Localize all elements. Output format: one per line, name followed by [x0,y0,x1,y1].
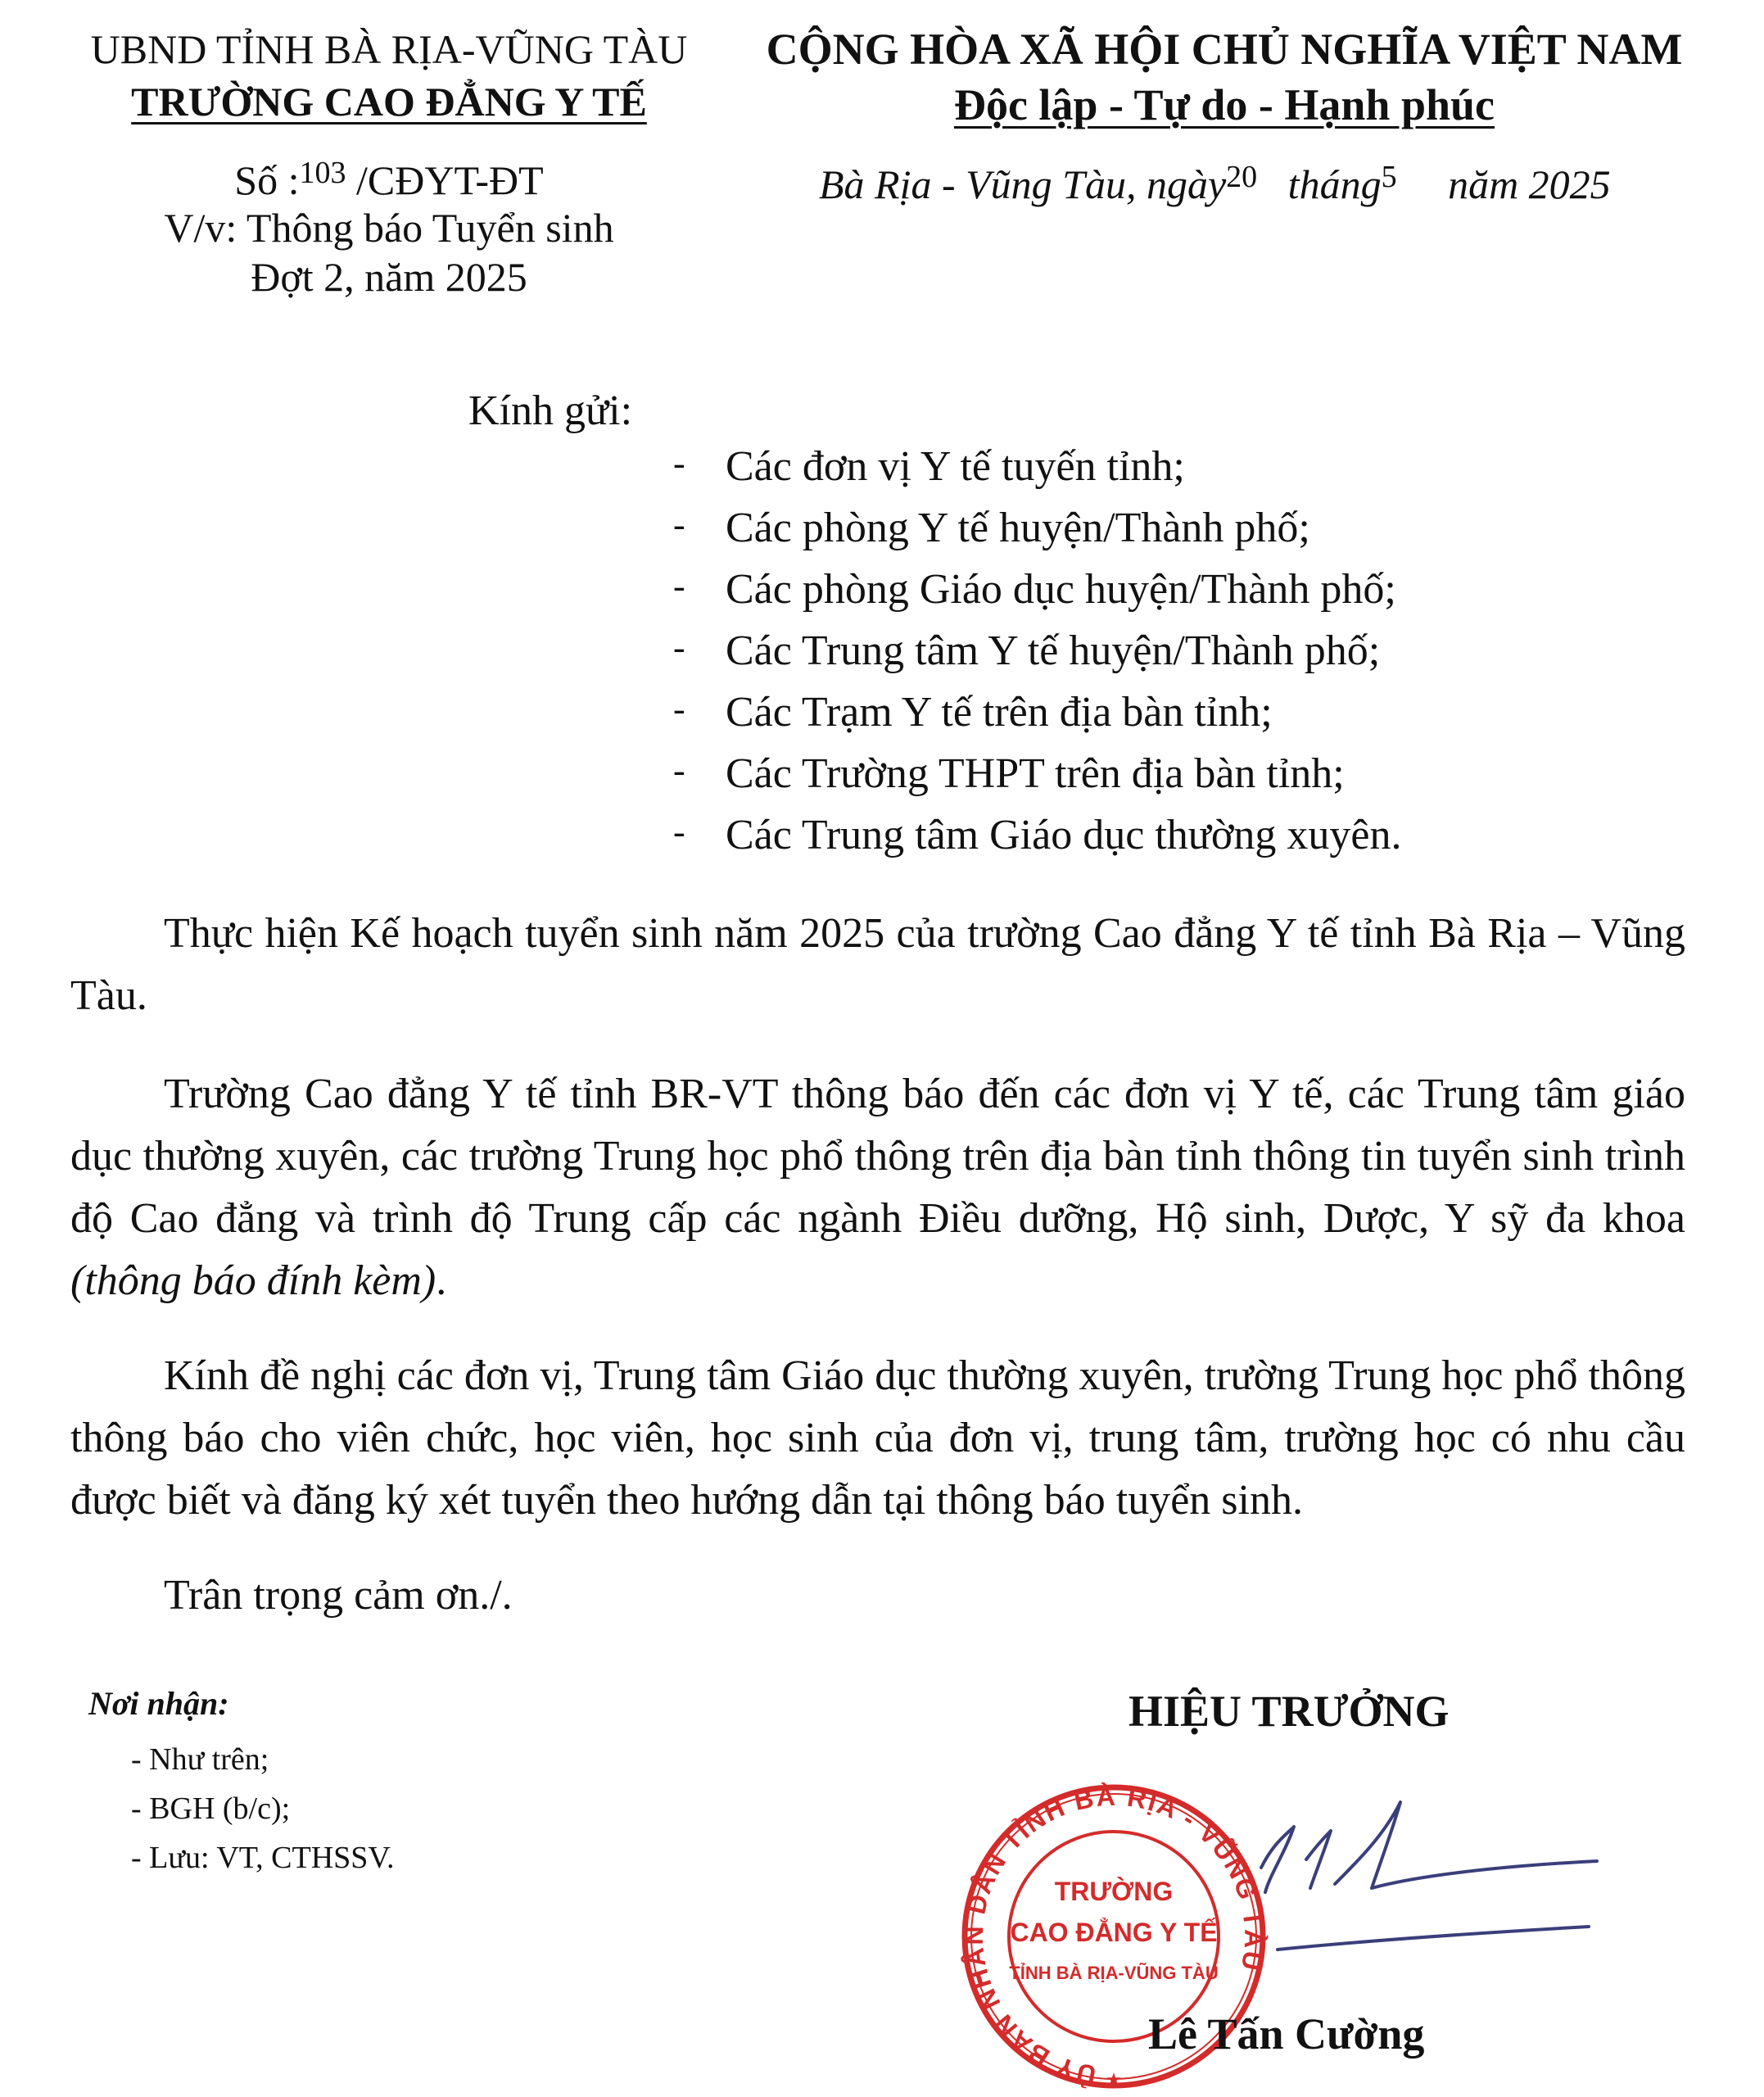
paragraph-2-attachment-note: (thông báo đính kèm) [70,1257,436,1304]
place-date-prefix: Bà Rịa - Vũng Tàu, ngày [819,161,1227,207]
recipient-dash: - [673,443,685,483]
salutation: Kính gửi: [468,387,633,434]
recipient-item: Các phòng Y tế huyện/Thành phố; [726,505,1310,551]
national-motto-text: Độc lập - Tự do - Hạnh phúc [953,80,1495,129]
closing-line: Trân trọng cảm ơn./. [164,1572,513,1619]
org-name [33,77,745,126]
recipient-item: Các phòng Giáo dục huyện/Thành phố; [726,566,1396,613]
doc-number-value: 103 [299,156,346,190]
paragraph-2-end: . [436,1257,447,1304]
paragraph-2 [70,1063,1685,1312]
handwritten-signature [1228,1786,1622,1974]
stamp-line-2: CAO ĐẲNG Y TẾ [1010,1918,1218,1947]
recipient-dash: - [673,689,685,729]
recipient-dash: - [673,505,685,545]
paragraph-3: Kính đề nghị các đơn vị, Trung tâm Giáo dục thường xuyên, trường Trung học phổ thông thông báo cho viên chức, học viên, học sinh của đơn vị, trung tâm, trường học có nhu cầu được biết và đăng ký xét tuyển theo hướng dẫn tại thông báo tuyển sinh. [70,1352,1685,1524]
cc-item: - BGH (b/c); [131,1791,291,1826]
signer-name: Lê Tấn Cường [1148,2009,1425,2059]
date-month-label: tháng [1287,161,1382,207]
recipient-item: Các Trung tâm Giáo dục thường xuyên. [726,812,1402,858]
recipient-item: Các Trạm Y tế trên địa bàn tỉnh; [726,689,1273,736]
subject-line-2: Đợt 2, năm 2025 [251,254,527,300]
subject-line-1: V/v: Thông báo Tuyển sinh [164,205,614,251]
date-year: năm 2025 [1448,161,1611,207]
national-title: CỘNG HÒA XÃ HỘI CHỦ NGHĨA VIỆT NAM [766,25,1683,74]
national-motto [704,79,1744,132]
paragraph-2-main: Trường Cao đẳng Y tế tỉnh BR-VT thông báo đến các đơn vị Y tế, các Trung tâm giáo dục thường xuyên, các trường Trung học phổ thông trên địa bàn tỉnh thông tin tuyển sinh trình độ Cao đẳng và trình độ Trung cấp các ngành Điều dưỡng, Hộ sinh, Dược, Y sỹ đa khoa [70,1071,1685,1242]
signer-title: HIỆU TRƯỞNG [1129,1687,1450,1736]
place-date [819,161,1611,208]
paragraph-1: Thực hiện Kế hoạch tuyển sinh năm 2025 của trường Cao đẳng Y tế tỉnh Bà Rịa – Vũng Tàu. [70,910,1685,1019]
recipient-item: Các Trung tâm Y tế huyện/Thành phố; [726,627,1381,674]
stamp-star-icon: ★ [1106,2069,1122,2090]
recipient-dash: - [673,566,685,606]
date-month: 5 [1381,160,1397,194]
cc-item: - Lưu: VT, CTHSSV. [131,1841,395,1875]
cc-title: Nơi nhận: [88,1685,229,1722]
recipient-item: Các đơn vị Y tế tuyến tỉnh; [726,443,1185,490]
recipient-dash: - [673,812,685,852]
recipient-item: Các Trường THPT trên địa bàn tỉnh; [726,750,1345,797]
stamp-ring-text: ỦY BAN NHÂN DÂN TỈNH BÀ RỊA - VŨNG TÀU [958,1781,1269,2090]
doc-number [33,156,745,205]
org-parent: UBND TỈNH BÀ RỊA-VŨNG TÀU [90,26,688,72]
stamp-line-3: TỈNH BÀ RỊA-VŨNG TÀU [1009,1963,1219,1983]
recipient-dash: - [673,627,685,668]
doc-number-suffix: /CĐYT-ĐT [355,157,544,203]
recipient-dash: - [673,750,685,790]
date-day: 20 [1226,160,1258,194]
org-name-text: TRƯỜNG CAO ĐẲNG Y TẾ [131,79,647,125]
stamp-line-1: TRƯỜNG [1054,1877,1174,1906]
doc-number-prefix: Số : [234,157,300,203]
cc-item: - Như trên; [131,1742,269,1777]
